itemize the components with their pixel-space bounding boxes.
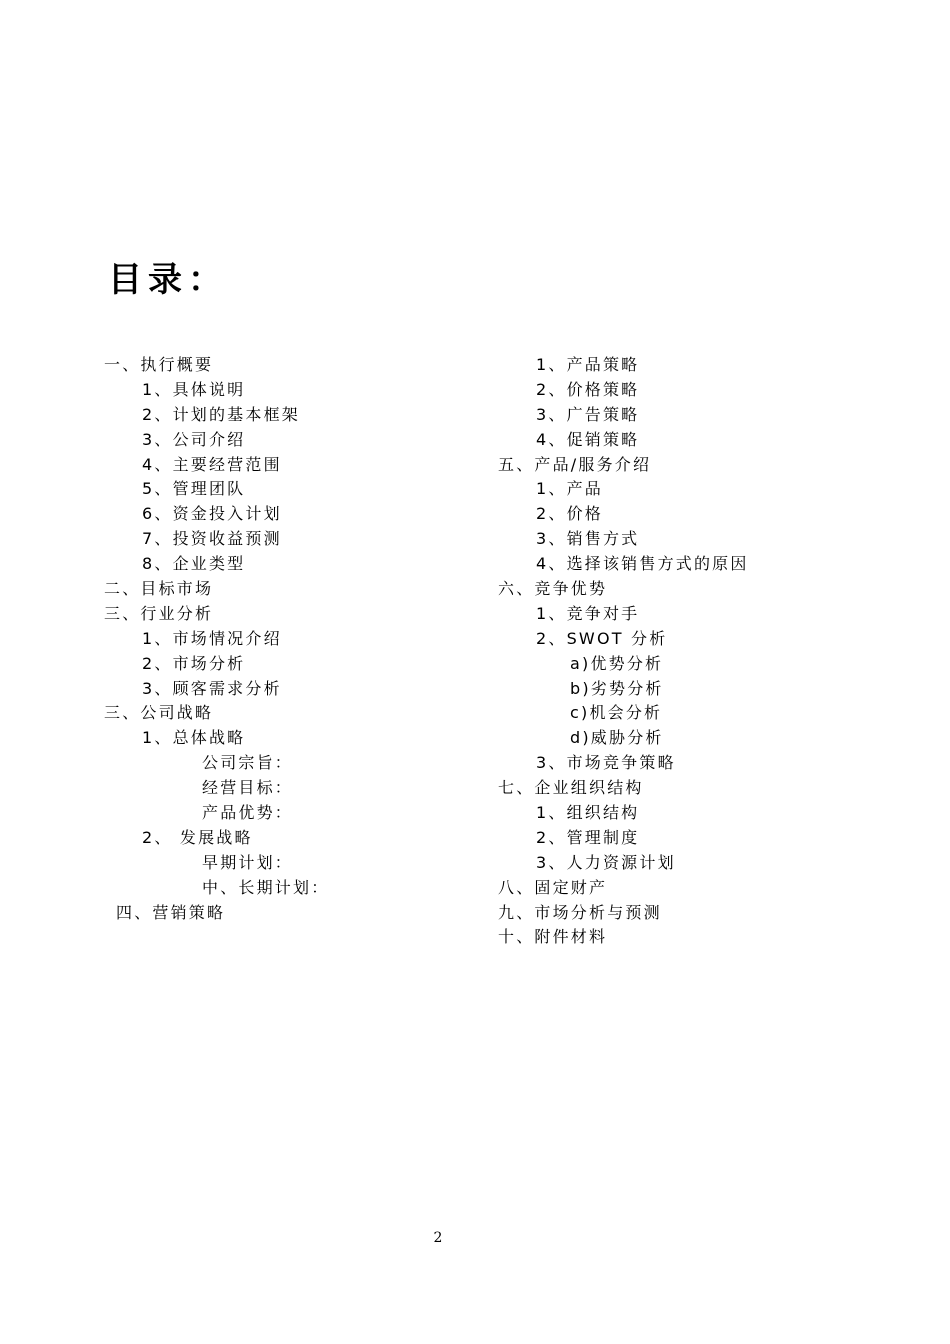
toc-entry: 3、广告策略 bbox=[536, 404, 640, 424]
toc-entry: 经营目标： bbox=[202, 778, 294, 798]
toc-entry: 1、产品策略 bbox=[536, 355, 640, 374]
toc-entry: 七、企业组织结构 bbox=[498, 778, 644, 798]
toc-entry: 1、市场情况介绍 bbox=[142, 628, 282, 648]
toc-entry: 2、SWOT 分析 bbox=[536, 628, 668, 648]
toc-entry: 6、资金投入计划 bbox=[142, 504, 282, 524]
toc-entry: 5、管理团队 bbox=[142, 479, 246, 499]
toc-entry: 五、产品/服务介绍 bbox=[498, 454, 652, 474]
toc-entry: 2、价格 bbox=[536, 504, 603, 524]
toc-entry: 1、竞争对手 bbox=[536, 603, 640, 623]
toc-entry: 1、具体说明 bbox=[142, 379, 246, 399]
toc-entry: 2、市场分析 bbox=[142, 653, 246, 673]
toc-entry: 2、管理制度 bbox=[536, 827, 640, 847]
toc-entry: 四、营销策略 bbox=[116, 902, 226, 922]
toc-entry: 1、总体战略 bbox=[142, 728, 246, 748]
toc-entry: 三、行业分析 bbox=[104, 603, 214, 623]
toc-entry: 产品优势： bbox=[202, 803, 294, 823]
toc-entry: 3、市场竞争策略 bbox=[536, 753, 676, 773]
toc-entry: 公司宗旨： bbox=[202, 753, 294, 773]
toc-entry: 九、市场分析与预测 bbox=[498, 902, 662, 922]
toc-entry: 2、 发展战略 bbox=[142, 827, 253, 847]
toc-entry: 3、销售方式 bbox=[536, 529, 640, 549]
toc-left-column bbox=[104, 353, 484, 925]
toc-entry: 4、促销策略 bbox=[536, 429, 640, 449]
toc-right-column bbox=[498, 353, 918, 950]
toc-entry: a)优势分析 bbox=[570, 653, 664, 673]
toc-entry: 3、公司介绍 bbox=[142, 429, 246, 449]
toc-entry: c)机会分析 bbox=[570, 703, 663, 723]
toc-entry: 早期计划： bbox=[202, 852, 294, 872]
toc-entry: 三、公司战略 bbox=[104, 703, 214, 723]
toc-entry: 3、人力资源计划 bbox=[536, 852, 676, 872]
toc-entry: 3、顾客需求分析 bbox=[142, 678, 282, 698]
toc-entry: 1、产品 bbox=[536, 479, 603, 499]
toc-entry: 2、价格策略 bbox=[536, 379, 640, 399]
toc-title: 目录： bbox=[108, 260, 228, 300]
toc-entry: 二、目标市场 bbox=[104, 579, 214, 599]
toc-entry: 4、选择该销售方式的原因 bbox=[536, 554, 749, 574]
toc-entry: 一、执行概要 bbox=[104, 355, 214, 374]
toc-entry: 十、附件材料 bbox=[498, 927, 608, 947]
toc-entry: 六、竞争优势 bbox=[498, 579, 608, 599]
toc-entry: 2、计划的基本框架 bbox=[142, 404, 300, 424]
toc-entry: 7、投资收益预测 bbox=[142, 529, 282, 549]
toc-entry: 8、企业类型 bbox=[142, 554, 246, 574]
page-number: 2 bbox=[433, 1230, 443, 1246]
toc-entry: d)威胁分析 bbox=[570, 728, 664, 748]
toc-entry: b)劣势分析 bbox=[570, 678, 664, 698]
toc-entry: 中、长期计划： bbox=[202, 877, 330, 897]
toc-entry: 4、主要经营范围 bbox=[142, 454, 282, 474]
toc-entry: 1、组织结构 bbox=[536, 803, 640, 823]
toc-entry: 八、固定财产 bbox=[498, 877, 608, 897]
